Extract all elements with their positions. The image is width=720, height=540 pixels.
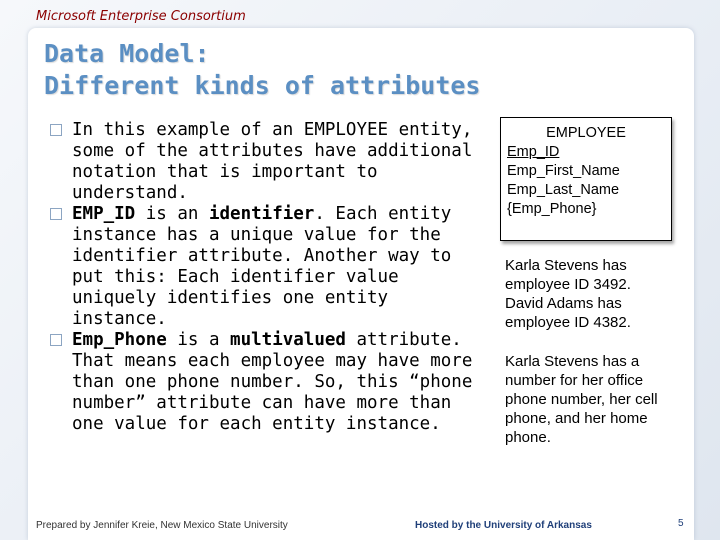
employee-entity-box	[500, 117, 672, 241]
entity-attribute: {Emp_Phone}	[507, 201, 597, 217]
note-line: Karla Stevens has a number for her office phone number, her cell phone, and her home phone.	[505, 353, 658, 446]
bullet-item	[50, 120, 492, 204]
bullet-text: is a	[166, 330, 231, 350]
multivalued-example-note	[505, 352, 680, 447]
bullet-list	[50, 120, 492, 435]
bullet-text: attribute. That means each employee may have more than one phone number. So, this “phone number” attribute can have more than one value for each entity instance.	[72, 330, 473, 434]
entity-name: EMPLOYEE	[546, 125, 626, 141]
slide-title	[44, 38, 504, 102]
slide-title-line2: Different kinds of attributes	[44, 71, 481, 100]
footer-host: Hosted by the University of Arkansas	[415, 520, 592, 531]
entity-attribute: Emp_First_Name	[507, 163, 620, 179]
entity-attribute: Emp_Last_Name	[507, 182, 620, 198]
consortium-label: Microsoft Enterprise Consortium	[36, 9, 246, 24]
bullet-term: Emp_Phone	[72, 330, 167, 350]
bullet-text: . Each entity instance has a unique value for the identifier attribute. Another way to put this: Each identifier value uniquely identifies one entity instance.	[72, 204, 452, 329]
entity-identifier: Emp_ID	[507, 144, 560, 160]
bullet-box-icon	[50, 124, 62, 136]
bullet-term: multivalued	[230, 330, 346, 350]
bullet-term: identifier	[208, 204, 315, 224]
bullet-box-icon	[50, 208, 62, 220]
note-line: Karla Stevens has employee ID 3492.	[505, 257, 631, 293]
slide-title-line1: Data Model:	[44, 39, 210, 68]
footer-credit: Prepared by Jennifer Kreie, New Mexico State University	[36, 520, 288, 531]
page-number: 5	[678, 518, 684, 529]
bullet-item	[50, 330, 492, 435]
bullet-box-icon	[50, 334, 62, 346]
bullet-term: EMP_ID	[72, 204, 136, 224]
bullet-text: is an	[135, 204, 209, 224]
bullet-item	[50, 204, 492, 330]
identifier-example-note	[505, 256, 680, 332]
bullet-text: In this example of an EMPLOYEE entity, some of the attributes have additional notation that is important to understand.	[72, 120, 473, 203]
note-line: David Adams has employee ID 4382.	[505, 295, 631, 331]
